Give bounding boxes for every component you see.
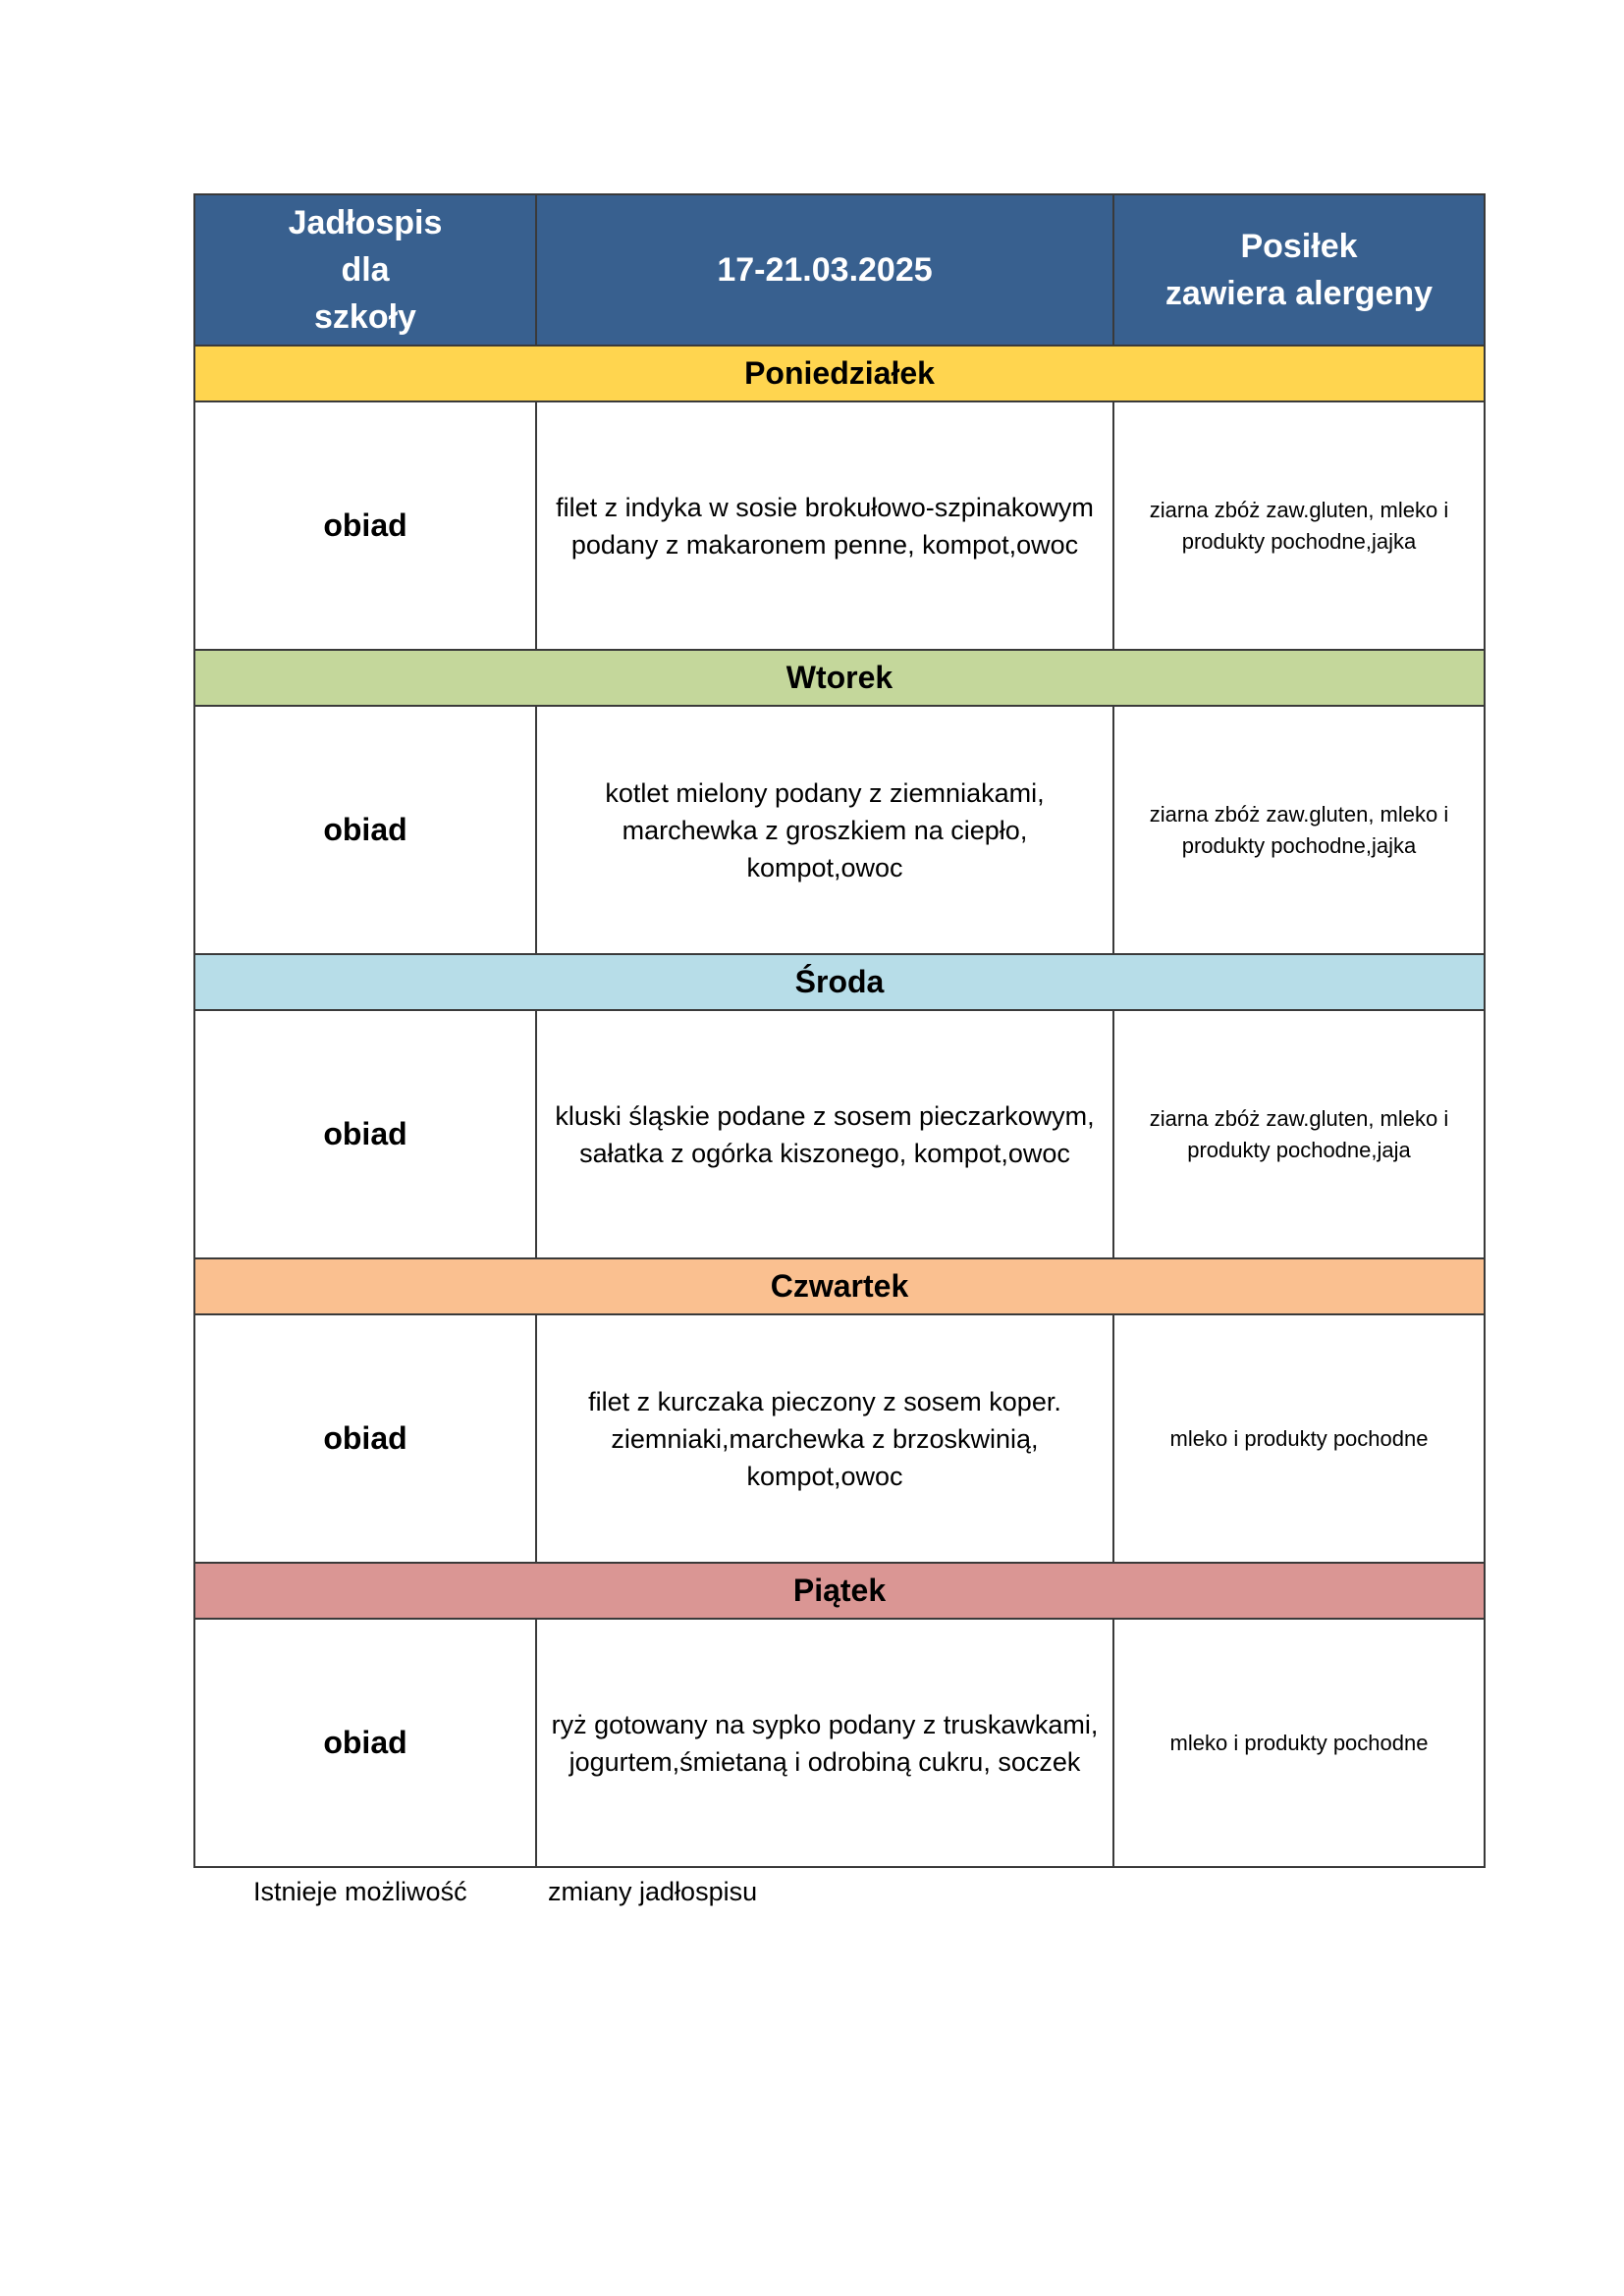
day-name: Wtorek <box>194 650 1485 706</box>
meal-type: obiad <box>194 1314 536 1563</box>
header-title-cell <box>194 194 536 346</box>
header-date-cell: 17-21.03.2025 <box>536 194 1113 346</box>
day-name: Czwartek <box>194 1258 1485 1314</box>
meal-row <box>194 401 1485 650</box>
meal-type: obiad <box>194 401 536 650</box>
day-name: Piątek <box>194 1563 1485 1619</box>
meal-row <box>194 1619 1485 1867</box>
day-name: Poniedziałek <box>194 346 1485 401</box>
dish-description: filet z kurczaka pieczony z sosem koper. ziemniaki,marchewka z brzoskwinią, kompot,owoc <box>536 1314 1113 1563</box>
day-name: Środa <box>194 954 1485 1010</box>
allergen-info: ziarna zbóż zaw.gluten, mleko i produkty pochodne,jajka <box>1113 401 1485 650</box>
meal-type: obiad <box>194 1010 536 1258</box>
allergen-info: mleko i produkty pochodne <box>1113 1314 1485 1563</box>
day-row <box>194 1563 1485 1619</box>
header-title-line: Jadłospis <box>288 204 443 241</box>
dish-description: kotlet mielony podany z ziemniakami, marchewka z groszkiem na ciepło, kompot,owoc <box>536 706 1113 954</box>
meal-row <box>194 706 1485 954</box>
allergen-info: ziarna zbóż zaw.gluten, mleko i produkty pochodne,jajka <box>1113 706 1485 954</box>
day-row <box>194 1258 1485 1314</box>
day-row <box>194 346 1485 401</box>
menu-body <box>194 194 1485 1867</box>
menu-table <box>193 193 1486 1868</box>
dish-description: ryż gotowany na sypko podany z truskawkami, jogurtem,śmietaną i odrobiną cukru, soczek <box>536 1619 1113 1867</box>
header-allergens-line: zawiera alergeny <box>1164 275 1434 312</box>
dish-description: kluski śląskie podane z sosem pieczarkowym, sałatka z ogórka kiszonego, kompot,owoc <box>536 1010 1113 1258</box>
header-allergens-line: Posiłek <box>1240 228 1358 265</box>
header-row <box>194 194 1485 346</box>
footer-note-left: Istnieje możliwość <box>253 1877 467 1906</box>
day-row <box>194 650 1485 706</box>
allergen-info: ziarna zbóż zaw.gluten, mleko i produkty pochodne,jaja <box>1113 1010 1485 1258</box>
allergen-info: mleko i produkty pochodne <box>1113 1619 1485 1867</box>
footer-note-right: zmiany jadłospisu <box>548 1877 758 1906</box>
header-allergens-cell <box>1113 194 1485 346</box>
header-title-line: szkoły <box>314 298 416 336</box>
meal-type: obiad <box>194 1619 536 1867</box>
header-title-line: dla <box>341 251 390 289</box>
meal-row <box>194 1010 1485 1258</box>
dish-description: filet z indyka w sosie brokułowo-szpinakowym podany z makaronem penne, kompot,owoc <box>536 401 1113 650</box>
day-row <box>194 954 1485 1010</box>
meal-type: obiad <box>194 706 536 954</box>
meal-row <box>194 1314 1485 1563</box>
